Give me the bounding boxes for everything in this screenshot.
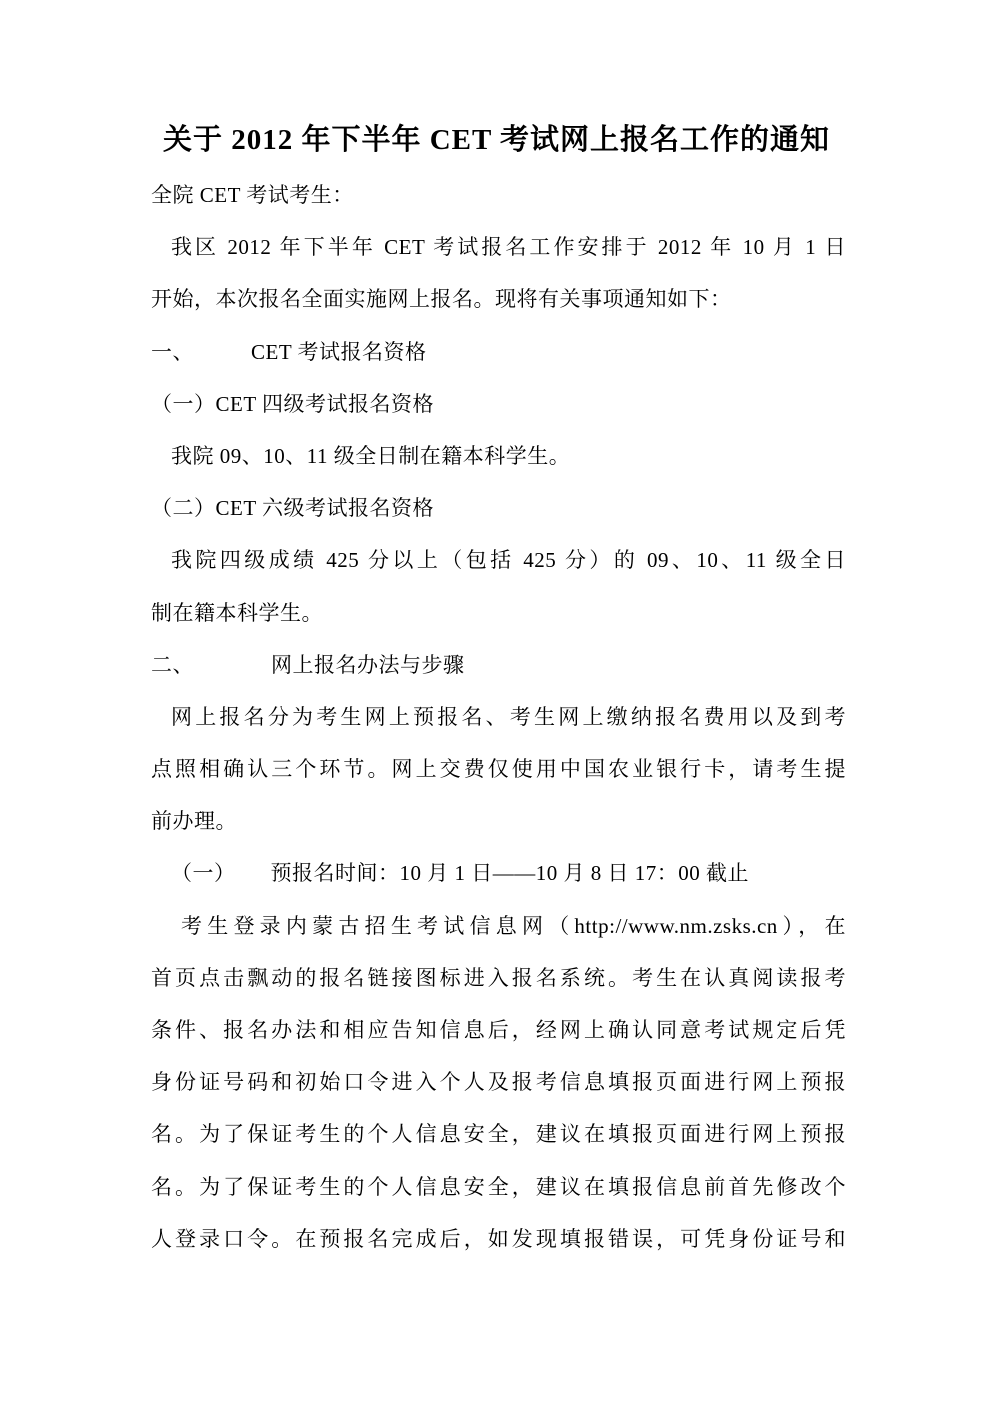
paragraph-line: 我院 09、10、11 级全日制在籍本科学生。 bbox=[171, 443, 571, 468]
paragraph-line: 名。为了保证考生的个人信息安全，建议在填报信息前首先修改个 bbox=[151, 1174, 846, 1199]
paragraph-line: 开始，本次报名全面实施网上报名。现将有关事项通知如下： bbox=[151, 287, 732, 312]
paragraph-line: 名。为了保证考生的个人信息安全，建议在填报页面进行网上预报 bbox=[151, 1122, 846, 1147]
section-label: 网上报名办法与步骤 bbox=[271, 652, 465, 677]
subsection-number: （一） bbox=[171, 861, 236, 886]
section-number: 二、 bbox=[151, 652, 194, 677]
subsection-heading: （一）CET 四级考试报名资格 bbox=[151, 391, 435, 416]
paragraph-line: 点照相确认三个环节。网上交费仅使用中国农业银行卡，请考生提 bbox=[151, 757, 846, 782]
section-number: 一、 bbox=[151, 339, 194, 364]
paragraph-line: 考生登录内蒙古招生考试信息网（http://www.nm.zsks.cn），在 bbox=[181, 913, 846, 938]
subsection-label: 预报名时间：10 月 1 日——10 月 8 日 17：00 截止 bbox=[270, 861, 749, 886]
paragraph-line: 身份证号码和初始口令进入个人及报考信息填报页面进行网上预报 bbox=[151, 1070, 846, 1095]
paragraph-line: 我院四级成绩 425 分以上（包括 425 分）的 09、10、11 级全日 bbox=[171, 548, 846, 573]
salutation-line: 全院 CET 考试考生： bbox=[151, 183, 354, 207]
section-heading bbox=[151, 326, 846, 378]
paragraph-line: 人登录口令。在预报名完成后，如发现填报错误，可凭身份证号和 bbox=[151, 1226, 846, 1251]
paragraph-line: 条件、报名办法和相应告知信息后，经网上确认同意考试规定后凭 bbox=[151, 1018, 846, 1042]
document-title: 关于 2012 年下半年 CET 考试网上报名工作的通知 bbox=[162, 124, 831, 156]
document-body bbox=[151, 169, 846, 1265]
paragraph-line: 网上报名分为考生网上预报名、考生网上缴纳报名费用以及到考 bbox=[171, 704, 846, 729]
paragraph-line: 制在籍本科学生。 bbox=[151, 600, 323, 625]
section-label: CET 考试报名资格 bbox=[251, 339, 427, 364]
subsection-heading: （二）CET 六级考试报名资格 bbox=[151, 496, 435, 521]
subsection-heading bbox=[151, 847, 846, 899]
paragraph-line: 前办理。 bbox=[151, 809, 237, 834]
paragraph-line: 我区 2012 年下半年 CET 考试报名工作安排于 2012 年 10 月 1 日 bbox=[171, 235, 846, 260]
paragraph-line: 首页点击飘动的报名链接图标进入报名系统。考生在认真阅读报考 bbox=[151, 965, 846, 990]
section-heading bbox=[151, 639, 846, 691]
